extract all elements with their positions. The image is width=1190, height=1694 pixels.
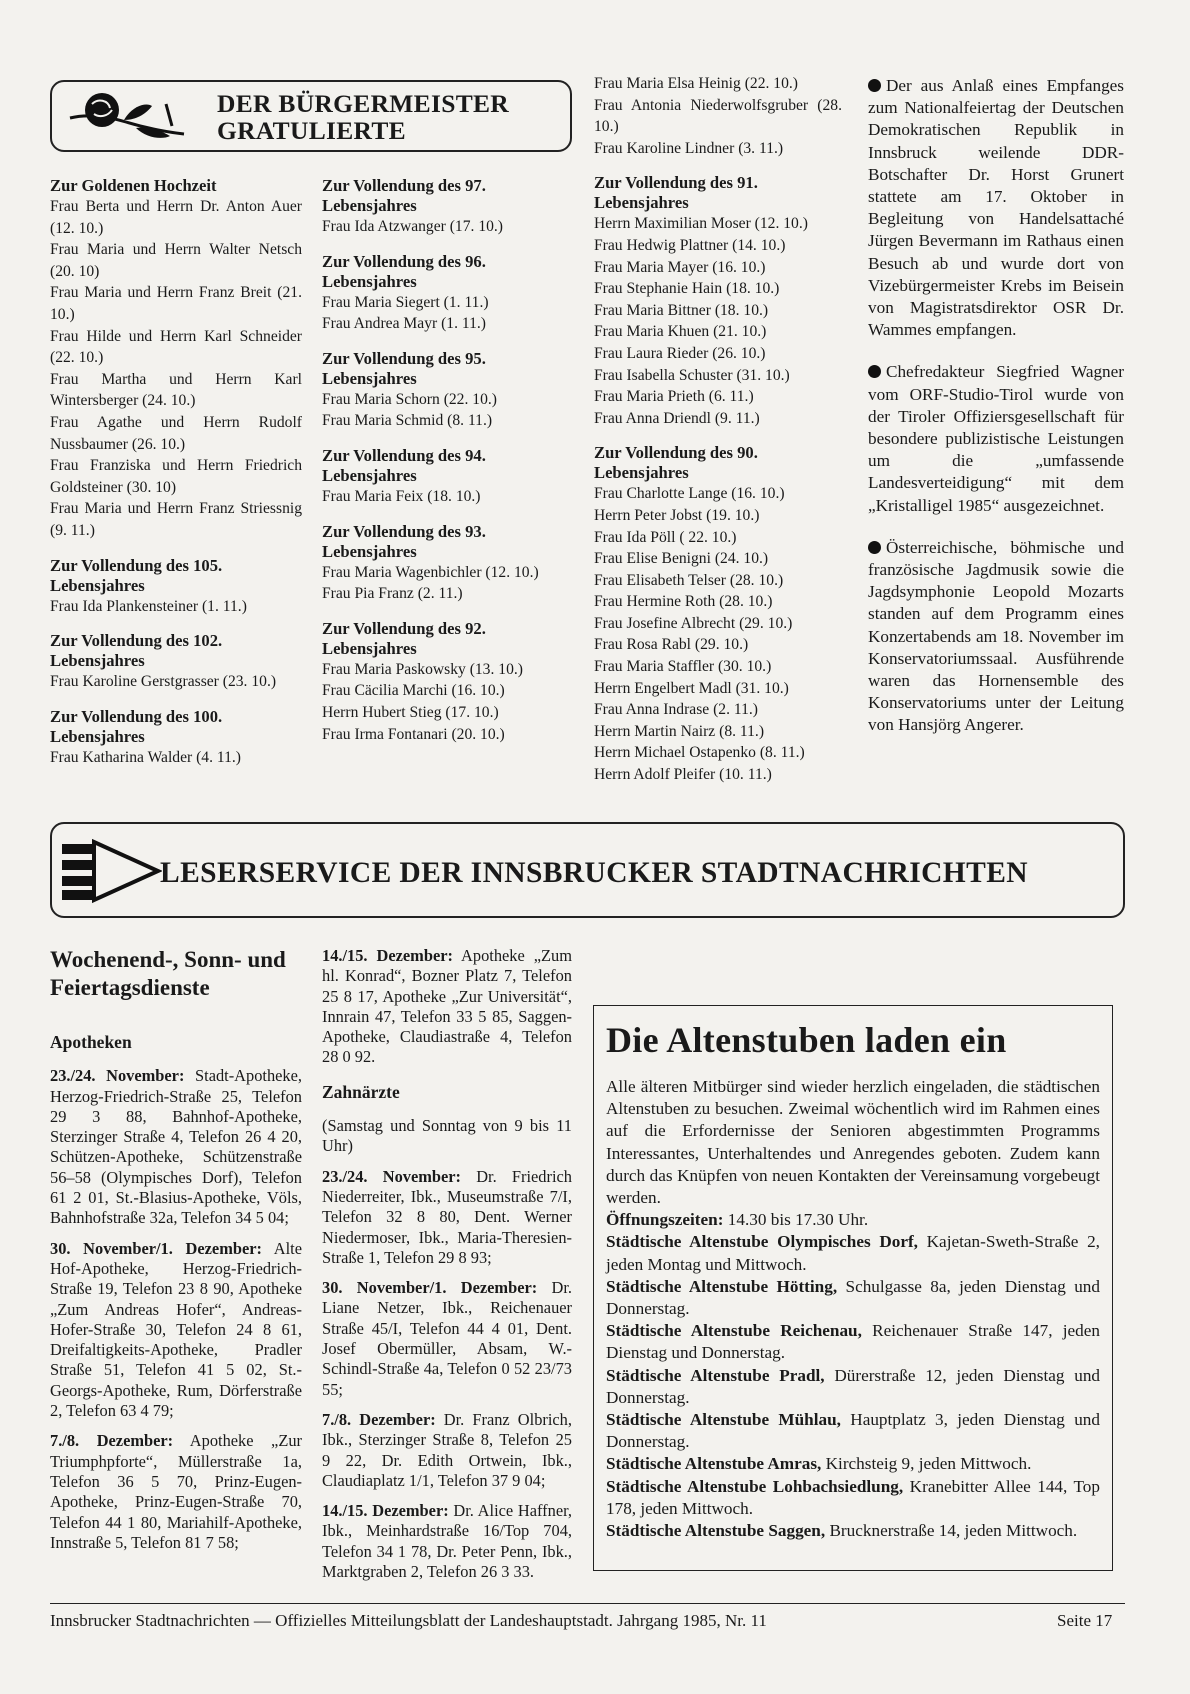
altenstube-name: Städtische Altenstube Amras, <box>606 1454 822 1474</box>
altenstube-details: Dürerstraße 12, jeden Dienstag und Donnerstag. <box>606 1365 1101 1407</box>
section-heading: Zur Vollendung des 100. Lebensjahres <box>50 706 223 746</box>
zahnaerzte-heading: Zahnärzte <box>322 1081 400 1102</box>
altenstube-name: Städtische Altenstube Mühlau, <box>606 1410 841 1430</box>
altenstube-entry <box>606 1453 1100 1475</box>
footer-page-number: Seite 17 <box>1057 1611 1113 1630</box>
list-item: Frau Laura Rieder (26. 10.) <box>594 344 766 362</box>
list-item: Frau Maria Wagenbichler (12. 10.) <box>322 563 539 581</box>
zahnarzt-entry: 30. November/1. Dezember: Dr. Liane Netzer, Ibk., Reichenauer Straße 45/I, Telefon 44 4 01, Dent. Josef Obermüller, Absam, W.-Schindl-Straße 4a, Telefon 0 52 23/73 55; <box>322 1278 572 1399</box>
list-item: Frau Maria Bittner (18. 10.) <box>594 301 769 319</box>
list-item: Frau Isabella Schuster (31. 10.) <box>594 366 790 384</box>
leserservice-arrow-icon <box>58 838 162 904</box>
altenstube-details: Brucknerstraße 14, jeden Mittwoch. <box>825 1521 1078 1541</box>
list-item: Frau Pia Franz (2. 11.) <box>322 585 463 603</box>
dienste-column-1 <box>50 946 302 1563</box>
altenstube-name: Städtische Altenstube Saggen, <box>606 1521 826 1541</box>
altenstuben-box <box>593 1005 1113 1571</box>
altenstube-name: Städtische Altenstube Olympisches Dorf, <box>606 1232 918 1252</box>
altenstube-details: Kajetan-Sweth-Straße 2, jeden Montag und Mittwoch. <box>606 1232 1100 1274</box>
list-item: Frau Anna Indrase (2. 11.) <box>594 701 758 719</box>
altenstube-name: Städtische Altenstube Lohbachsiedlung, <box>606 1476 904 1496</box>
section-heading: Zur Vollendung des 105. Lebensjahres <box>50 555 223 595</box>
dienste-title: Wochenend-, Sonn- und Feiertagsdienste <box>50 947 286 1000</box>
list-item: Frau Maria und Herrn Franz Striessnig (9. 11.) <box>50 500 302 539</box>
altenstube-entry <box>606 1476 1100 1520</box>
bullet-icon <box>868 541 881 554</box>
section-heading: Zur Vollendung des 94. Lebensjahres <box>322 445 486 485</box>
gratulierte-column-3 <box>594 73 842 786</box>
altenstube-name: Städtische Altenstube Pradl, <box>606 1365 825 1385</box>
altenstuben-intro: Alle älteren Mitbürger sind wieder herzlich eingeladen, die städtischen Altenstuben zu besuchen. Zweimal wöchentlich wird im Rahmen eines auf die Erfordernisse der Senioren abgestimmten Programms Interessantes, Unterhaltendes und Anregendes geboten. Zudem kann durch das Knüpfen von neuen Kontakten der Vereinsamung vorgebeugt werden. <box>606 1077 1100 1208</box>
list-item: Frau Cäcilia Marchi (16. 10.) <box>322 682 505 700</box>
altenstube-entry <box>606 1365 1100 1409</box>
gratulierte-title <box>217 90 509 144</box>
section-heading: Zur Vollendung des 97. Lebensjahres <box>322 176 486 215</box>
news-column <box>868 75 1124 757</box>
gratulierte-column-1 <box>50 176 302 768</box>
section-heading: Zur Vollendung des 95. Lebensjahres <box>322 348 486 388</box>
altenstuben-title: Die Altenstuben laden ein <box>606 1020 1007 1060</box>
footer-publication: Innsbrucker Stadtnachrichten — Offizielles Mitteilungsblatt der Landeshauptstadt. Jahrgang 1985, Nr. 11 <box>50 1611 767 1630</box>
bullet-icon <box>868 79 881 92</box>
bullet-icon <box>868 365 881 378</box>
list-item: Frau Maria Siegert (1. 11.) <box>322 293 489 311</box>
list-item: Frau Maria Schmid (8. 11.) <box>322 412 493 430</box>
list-item: Frau Maria Elsa Heinig (22. 10.) <box>594 75 798 92</box>
list-item: Frau Maria Staffler (30. 10.) <box>594 658 772 676</box>
zahnaerzte-note: (Samstag und Sonntag von 9 bis 11 Uhr) <box>322 1116 572 1156</box>
altenstube-details: Schulgasse 8a, jeden Dienstag und Donnerstag. <box>606 1276 1100 1319</box>
list-item: Frau Maria Prieth (6. 11.) <box>594 388 754 406</box>
list-item: Herrn Hubert Stieg (17. 10.) <box>322 703 499 721</box>
list-item: Frau Karoline Gerstgrasser (23. 10.) <box>50 673 277 691</box>
list-item: Frau Hilde und Herrn Karl Schneider (22. 10.) <box>50 327 302 367</box>
list-item: Frau Anna Driendl (9. 11.) <box>594 409 760 427</box>
altenstube-details: Kranebitter Allee 144, Top 178, jeden Mittwoch. <box>606 1476 1100 1518</box>
list-item: Frau Katharina Walder (4. 11.) <box>50 748 241 766</box>
section-heading: Zur Vollendung des 102. Lebensjahres <box>50 631 223 671</box>
zahnarzt-entry: 7./8. Dezember: Dr. Franz Olbrich, Ibk., Sterzinger Straße 8, Telefon 25 9 22, Dr. Edith Ortwein, Ibk., Claudiaplatz 1/1, Telefon 37 9 04; <box>322 1409 572 1490</box>
list-item: Frau Rosa Rabl (29. 10.) <box>594 636 749 654</box>
altenstube-name: Städtische Altenstube Hötting, <box>606 1276 838 1296</box>
list-item: Herrn Engelbert Madl (31. 10.) <box>594 679 789 697</box>
list-item: Frau Hermine Roth (28. 10.) <box>594 593 773 611</box>
section-heading: Zur Vollendung des 92. Lebensjahres <box>322 618 486 658</box>
list-item: Herrn Maximilian Moser (12. 10.) <box>594 215 808 233</box>
list-item: Frau Antonia Niederwolfsgruber (28. 10.) <box>594 96 842 136</box>
zahnarzt-entry: 23./24. November: Dr. Friedrich Niederreiter, Ibk., Museumstraße 7/I, Telefon 32 8 80, Dent. Werner Niedermoser, Ibk., Maria-Theresien-Straße 1, Telefon 29 8 93; <box>322 1166 572 1267</box>
list-item: Frau Ida Atzwanger (17. 10.) <box>322 218 504 235</box>
altenstuben-list <box>606 1231 1100 1542</box>
section-heading: Zur Vollendung des 91. Lebensjahres <box>594 173 758 213</box>
apotheke-entry: 7./8. Dezember: Apotheke „Zur Triumphpforte“, Müllerstraße 1a, Telefon 36 5 70, Prinz-Eugen-Apotheke, Prinz-Eugen-Straße 70, Telefon 44 1 80, Mariahilf-Apotheke, Innstraße 5, Telefon 81 7 58; <box>50 1431 302 1552</box>
apotheke-entry: 14./15. Dezember: Apotheke „Zum hl. Konrad“, Bozner Platz 7, Telefon 25 8 17, Apotheke „Zur Universität“, Innrain 47, Telefon 33 5 85, Saggen-Apotheke, Claudiastraße 4, Telefon 28 0 92. <box>322 946 572 1067</box>
section-heading: Zur Vollendung des 90. Lebensjahres <box>594 443 758 483</box>
zahnarzt-entry: 14./15. Dezember: Dr. Alice Haffner, Ibk., Meinhardstraße 16/Top 704, Telefon 34 1 78, Dr. Peter Penn, Ibk., Marktgraben 2, Telefon 26 3 33. <box>322 1501 572 1582</box>
list-item: Frau Maria Paskowsky (13. 10.) <box>322 660 523 678</box>
gratulierte-title-line2: GRATULIERTE <box>217 116 406 145</box>
altenstube-name: Städtische Altenstube Reichenau, <box>606 1321 862 1341</box>
news-item: Österreichische, böhmische und französische Jagdmusik sowie die Jagdsymphonie Leopold Mozarts standen auf dem Programm eines Konzertabends am 18. November im Konservatoriumssaal. Ausführende waren das Hornensemble des Konservatoriums unter der Leitung von Hansjörg Angerer. <box>868 537 1124 735</box>
altenstube-details: Kirchsteig 9, jeden Mittwoch. <box>821 1454 1032 1474</box>
altenstube-details: Reichenauer Straße 147, jeden Dienstag und Donnerstag. <box>606 1321 1100 1363</box>
dienste-column-2 <box>322 946 572 1592</box>
altenstube-entry <box>606 1276 1100 1320</box>
list-item: Herrn Michael Ostapenko (8. 11.) <box>594 744 805 762</box>
section-heading: Zur Vollendung des 93. Lebensjahres <box>322 521 486 561</box>
news-item: Chefredakteur Siegfried Wagner vom ORF-Studio-Tirol wurde von der Tiroler Offiziersgesellschaft für besondere publizistische Leistungen um die „umfassende Landesverteidigung“ mit dem „Kristalligel 1985“ ausgezeichnet. <box>868 362 1124 515</box>
list-item: Frau Maria und Herrn Franz Breit (21. 10.) <box>50 284 302 323</box>
gratulierte-column-2 <box>322 176 578 745</box>
list-item: Frau Stephanie Hain (18. 10.) <box>594 280 780 298</box>
altenstuben-hours: Öffnungszeiten: 14.30 bis 17.30 Uhr. <box>606 1210 869 1230</box>
altenstube-details: Hauptplatz 3, jeden Dienstag und Donnerstag. <box>606 1410 1100 1452</box>
list-item: Frau Martha und Herrn Karl Wintersberger (24. 10.) <box>50 370 302 410</box>
footer-divider <box>50 1603 1125 1604</box>
section-heading: Zur Goldenen Hochzeit <box>50 176 217 195</box>
list-item: Frau Maria Mayer (16. 10.) <box>594 258 766 276</box>
list-item: Frau Franziska und Herrn Friedrich Goldsteiner (30. 10) <box>50 457 302 496</box>
list-item: Frau Hedwig Plattner (14. 10.) <box>594 236 786 254</box>
list-item: Frau Maria Schorn (22. 10.) <box>322 390 497 408</box>
list-item: Frau Karoline Lindner (3. 11.) <box>594 139 784 157</box>
altenstube-entry <box>606 1231 1100 1275</box>
apotheke-entry: 23./24. November: Stadt-Apotheke, Herzog-Friedrich-Straße 25, Telefon 29 3 88, Bahnhof-Apotheke, Sterzinger Straße 4, Telefon 26 4 20, Schützen-Apotheke, Schützenstraße 56–58 (Olympisches Dorf), Telefon 61 2 01, St.-Blasius-Apotheke, Völs, Bahnhofstraße 32a, Telefon 34 5 04; <box>50 1066 302 1228</box>
list-item: Frau Elise Benigni (24. 10.) <box>594 550 769 568</box>
altenstube-entry <box>606 1409 1100 1453</box>
apotheke-entry: 30. November/1. Dezember: Alte Hof-Apotheke, Herzog-Friedrich-Straße 19, Telefon 23 8 90, Apotheke „Zum Andreas Hofer“, Andreas-Hofer-Straße 30, Telefon 24 8 61, Dreifaltigkeits-Apotheke, Pradler Straße 51, Telefon 41 5 02, St.-Georgs-Apotheke, Rum, Dörferstraße 2, Telefon 63 4 79; <box>50 1238 302 1421</box>
section-heading: Zur Vollendung des 96. Lebensjahres <box>322 251 486 291</box>
list-item: Frau Charlotte Lange (16. 10.) <box>594 485 785 503</box>
list-item: Frau Maria Khuen (21. 10.) <box>594 323 767 341</box>
list-item: Frau Elisabeth Telser (28. 10.) <box>594 571 784 589</box>
list-item: Frau Maria und Herrn Walter Netsch (20. 10) <box>50 241 302 280</box>
leserservice-title: LESERSERVICE DER INNSBRUCKER STADTNACHRICHTEN <box>160 857 1028 889</box>
list-item: Herrn Peter Jobst (19. 10.) <box>594 506 760 524</box>
apotheken-heading: Apotheken <box>50 1032 132 1052</box>
list-item: Frau Irma Fontanari (20. 10.) <box>322 725 505 743</box>
list-item: Frau Josefine Albrecht (29. 10.) <box>594 614 793 632</box>
list-item: Herrn Adolf Pleifer (10. 11.) <box>594 766 772 784</box>
list-item: Frau Agathe und Herrn Rudolf Nussbaumer (26. 10.) <box>50 413 302 453</box>
list-item: Frau Ida Pöll ( 22. 10.) <box>594 528 737 546</box>
list-item: Frau Maria Feix (18. 10.) <box>322 487 481 505</box>
rose-icon <box>66 88 188 148</box>
altenstube-entry <box>606 1520 1100 1542</box>
news-item: Der aus Anlaß eines Empfanges zum Nationalfeiertag der Deutschen Demokratischen Republik in Innsbruck weilende DDR-Botschafter Dr. Horst Grunert stattete am 17. Oktober in Begleitung von Handelsattaché Jürgen Bevermann im Rathaus einen Besuch ab und wurde dort von Vizebürgermeister Krebs im Beisein von Magistratsdirektor OSR Dr. Wammes empfangen. <box>868 76 1124 340</box>
list-item: Frau Ida Plankensteiner (1. 11.) <box>50 597 247 615</box>
list-item: Frau Berta und Herrn Dr. Anton Auer (12. 10.) <box>50 198 302 237</box>
gratulierte-title-line1: DER BÜRGERMEISTER <box>217 89 510 118</box>
altenstube-entry <box>606 1320 1100 1364</box>
list-item: Frau Andrea Mayr (1. 11.) <box>322 315 486 333</box>
list-item: Herrn Martin Nairz (8. 11.) <box>594 722 765 740</box>
